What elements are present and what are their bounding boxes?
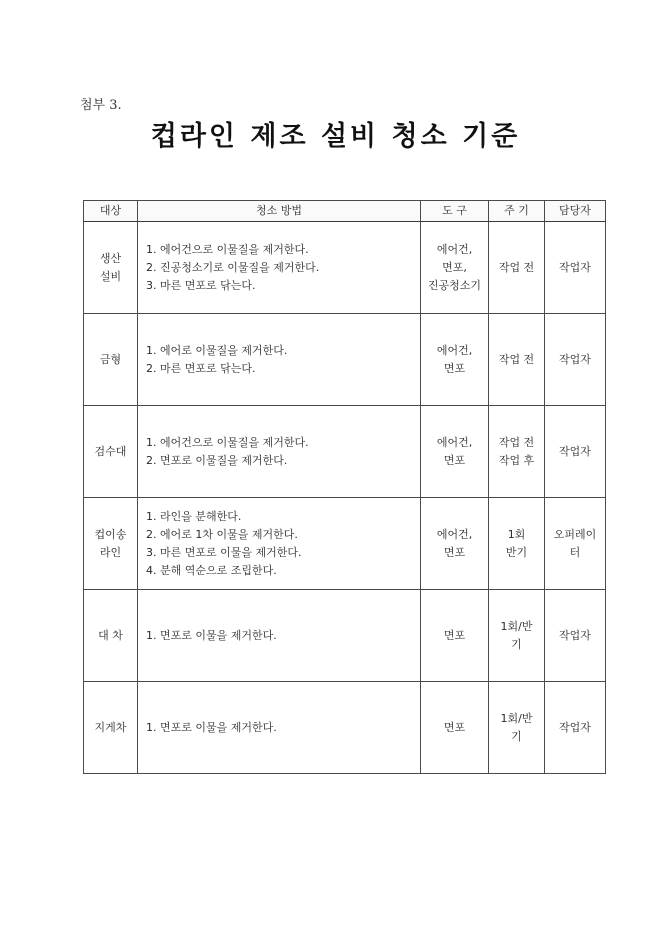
owner-cell <box>545 314 606 406</box>
tool-line: 진공청소기 <box>427 278 482 292</box>
table-row <box>84 590 606 682</box>
table-body <box>84 222 606 774</box>
tool-cell <box>421 682 489 774</box>
method-step: 2. 마른 면포로 닦는다. <box>146 361 256 375</box>
method-step: 4. 분해 역순으로 조립한다. <box>146 563 277 577</box>
tool-cell <box>421 498 489 590</box>
method-step: 1. 면포로 이물을 제거한다. <box>146 628 277 642</box>
cycle-line: 기 <box>511 637 522 651</box>
attachment-label: 첨부 3. <box>80 98 122 113</box>
owner-cell <box>545 590 606 682</box>
cycle-cell <box>489 222 545 314</box>
tool-cell <box>421 406 489 498</box>
owner-cell <box>545 682 606 774</box>
cycle-line: 반기 <box>505 545 528 559</box>
tool-line: 에어건, <box>436 343 473 357</box>
target-cell <box>84 682 138 774</box>
method-cell <box>138 682 421 774</box>
target-line: 대 차 <box>98 628 123 642</box>
tool-line: 에어건, <box>436 527 473 541</box>
header-owner: 담당자 <box>545 201 606 222</box>
method-cell <box>138 590 421 682</box>
method-cell <box>138 498 421 590</box>
method-step: 1. 면포로 이물을 제거한다. <box>146 720 277 734</box>
cleaning-standard-table <box>83 200 606 774</box>
tool-line: 면포, <box>442 260 467 274</box>
target-cell <box>84 314 138 406</box>
method-step: 2. 진공청소기로 이물질을 제거한다. <box>146 260 320 274</box>
table-row <box>84 498 606 590</box>
method-step: 3. 마른 면포로 닦는다. <box>146 278 256 292</box>
target-line: 지게차 <box>94 720 127 734</box>
owner-line: 작업자 <box>559 352 591 366</box>
cycle-line: 작업 전 <box>498 435 535 449</box>
target-line: 컵이송 <box>94 527 127 541</box>
table-row <box>84 314 606 406</box>
table-header-row <box>84 201 606 222</box>
tool-cell <box>421 222 489 314</box>
target-line: 금형 <box>99 352 122 366</box>
method-step: 3. 마른 면포로 이물을 제거한다. <box>146 545 302 559</box>
target-cell <box>84 590 138 682</box>
tool-cell <box>421 590 489 682</box>
cycle-cell <box>489 498 545 590</box>
header-target: 대상 <box>84 201 138 222</box>
table-row <box>84 682 606 774</box>
target-cell <box>84 222 138 314</box>
target-line: 설비 <box>99 269 122 283</box>
owner-cell <box>545 406 606 498</box>
tool-line: 면포 <box>443 545 466 559</box>
document-title: 컵라인 제조 설비 청소 기준 <box>150 121 521 152</box>
cycle-cell <box>489 590 545 682</box>
target-line: 생산 <box>99 251 122 265</box>
method-step: 1. 에어건으로 이물질을 제거한다. <box>146 242 309 256</box>
method-cell <box>138 314 421 406</box>
cycle-line: 기 <box>511 729 522 743</box>
tool-line: 면포 <box>443 453 466 467</box>
owner-cell <box>545 222 606 314</box>
cycle-cell <box>489 314 545 406</box>
table-row <box>84 222 606 314</box>
owner-line: 작업자 <box>559 260 591 274</box>
owner-line: 작업자 <box>559 444 591 458</box>
cycle-line: 작업 후 <box>498 453 535 467</box>
tool-line: 면포 <box>443 628 466 642</box>
method-step: 2. 에어로 1차 이물을 제거한다. <box>146 527 298 541</box>
method-step: 1. 라인을 분해한다. <box>146 509 242 523</box>
method-step: 2. 면포로 이물질을 제거한다. <box>146 453 288 467</box>
tool-line: 에어건, <box>436 242 473 256</box>
tool-cell <box>421 314 489 406</box>
method-step: 1. 에어로 이물질을 제거한다. <box>146 343 288 357</box>
cycle-line: 1회/반 <box>500 619 533 633</box>
target-line: 라인 <box>99 545 122 559</box>
target-cell <box>84 406 138 498</box>
cycle-line: 작업 전 <box>498 260 535 274</box>
owner-line: 오퍼레이 <box>553 527 597 541</box>
header-tool: 도 구 <box>421 201 489 222</box>
tool-line: 에어건, <box>436 435 473 449</box>
table-row <box>84 406 606 498</box>
tool-line: 면포 <box>443 720 466 734</box>
method-step: 1. 에어건으로 이물질을 제거한다. <box>146 435 309 449</box>
method-cell <box>138 222 421 314</box>
header-cycle: 주 기 <box>489 201 545 222</box>
header-method: 청소 방법 <box>138 201 421 222</box>
target-cell <box>84 498 138 590</box>
owner-cell <box>545 498 606 590</box>
owner-line: 터 <box>569 545 581 559</box>
method-cell <box>138 406 421 498</box>
cycle-line: 작업 전 <box>498 352 535 366</box>
cycle-cell <box>489 406 545 498</box>
owner-line: 작업자 <box>559 720 591 734</box>
target-line: 검수대 <box>94 444 127 458</box>
tool-line: 면포 <box>443 361 466 375</box>
cycle-cell <box>489 682 545 774</box>
cycle-line: 1회 <box>507 527 526 541</box>
cycle-line: 1회/반 <box>500 711 533 725</box>
owner-line: 작업자 <box>559 628 591 642</box>
